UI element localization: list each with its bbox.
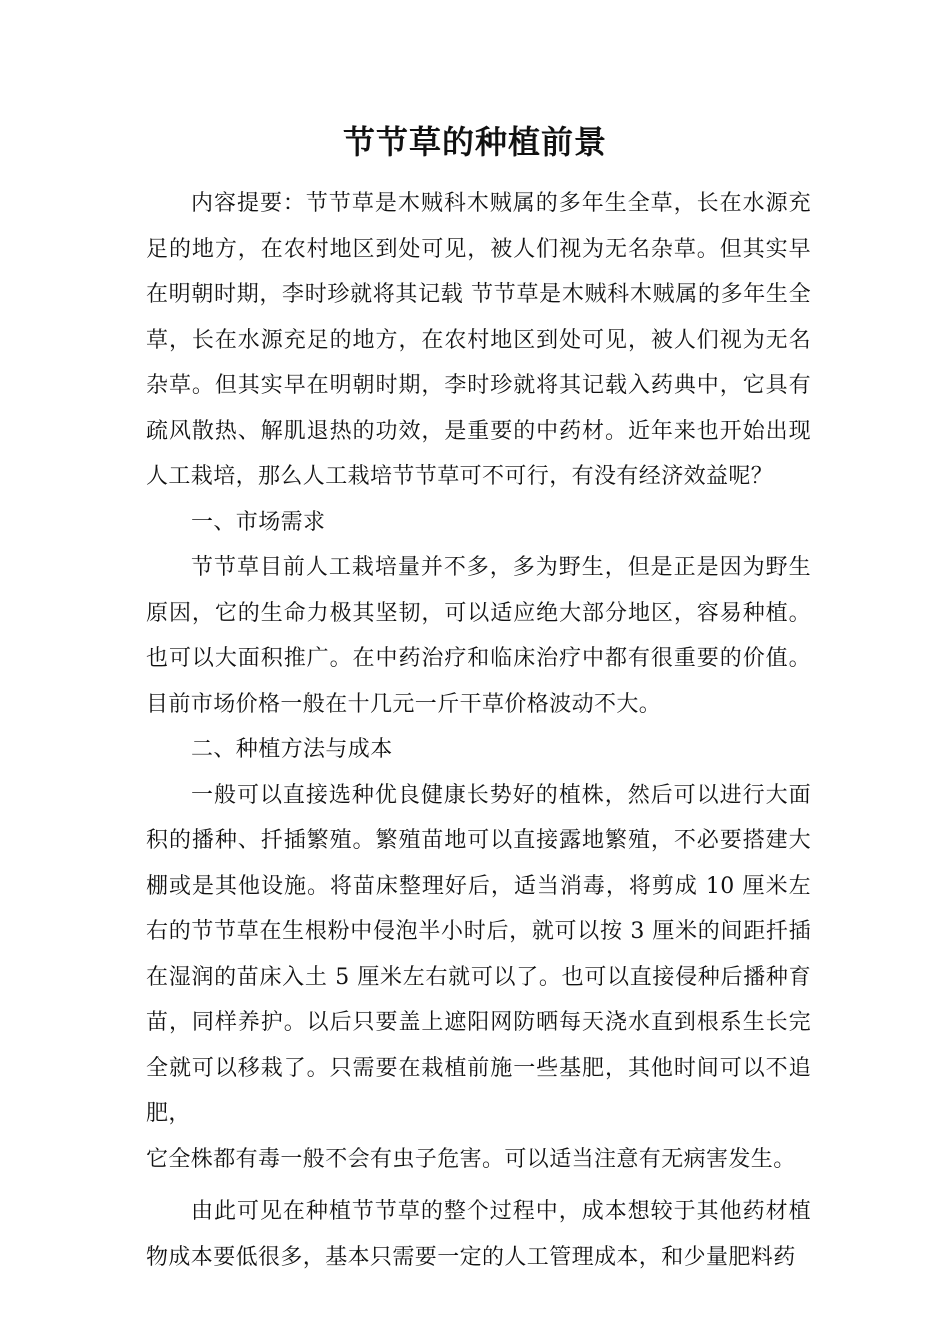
- cost-paragraph: 由此可见在种植节节草的整个过程中，成本想较于其他药材植物成本要低很多，基本只需要一定的人工管理成本，和少量肥料药: [146, 1199, 811, 1270]
- market-paragraph: 节节草目前人工栽培量并不多，多为野生，但是正是因为野生原因，它的生命力极其坚韧，可以适应绝大部分地区，容易种植。也可以大面积推广。在中药治疗和临床治疗中都有很重要的价值。目前市场价格一般在十几元一斤干草价格波动不大。: [146, 555, 811, 717]
- abstract-paragraph: 内容提要：节节草是木贼科木贼属的多年生全草，长在水源充足的地方，在农村地区到处可见，被人们视为无名杂草。但其实早在明朝时期，李时珍就将其记载 节节草是木贼科木贼属的多年生全草，长在水源充足的地方，在农村地区到处可见，被人们视为无名杂草。但其实早在明朝时期，李时珍就将其记载入药典中，它具有疏风散热、解肌退热的功效，是重要的中药材。近年来也开始出现人工栽培，那么人工栽培节节草可不可行，有没有经济效益呢？: [146, 191, 811, 489]
- method-paragraph-continued: 它全株都有毒一般不会有虫子危害。可以适当注意有无病害发生。: [146, 1146, 796, 1172]
- document-title: 节节草的种植前景: [342, 123, 607, 161]
- section-heading-method: 二、种植方法与成本: [191, 737, 393, 762]
- section-heading-market: 一、市场需求: [191, 509, 326, 535]
- document-body: [146, 181, 811, 1280]
- method-paragraph: 一般可以直接选种优良健康长势好的植株，然后可以进行大面积的播种、扦插繁殖。繁殖苗地可以直接露地繁殖，不必要搭建大棚或是其他设施。将苗床整理好后，适当消毒，将剪成 10 厘米左右的节节草在生根粉中侵泡半小时后，就可以按 3 厘米的间距扦插在湿润的苗床入土 5 厘米左右就可以了。也可以直接侵种后播种育苗，同样养护。以后只要盖上遮阳网防晒每天浇水直到根系生长完全就可以移栽了。只需要在栽植前施一些基肥，其他时间可以不追肥，: [146, 782, 811, 1126]
